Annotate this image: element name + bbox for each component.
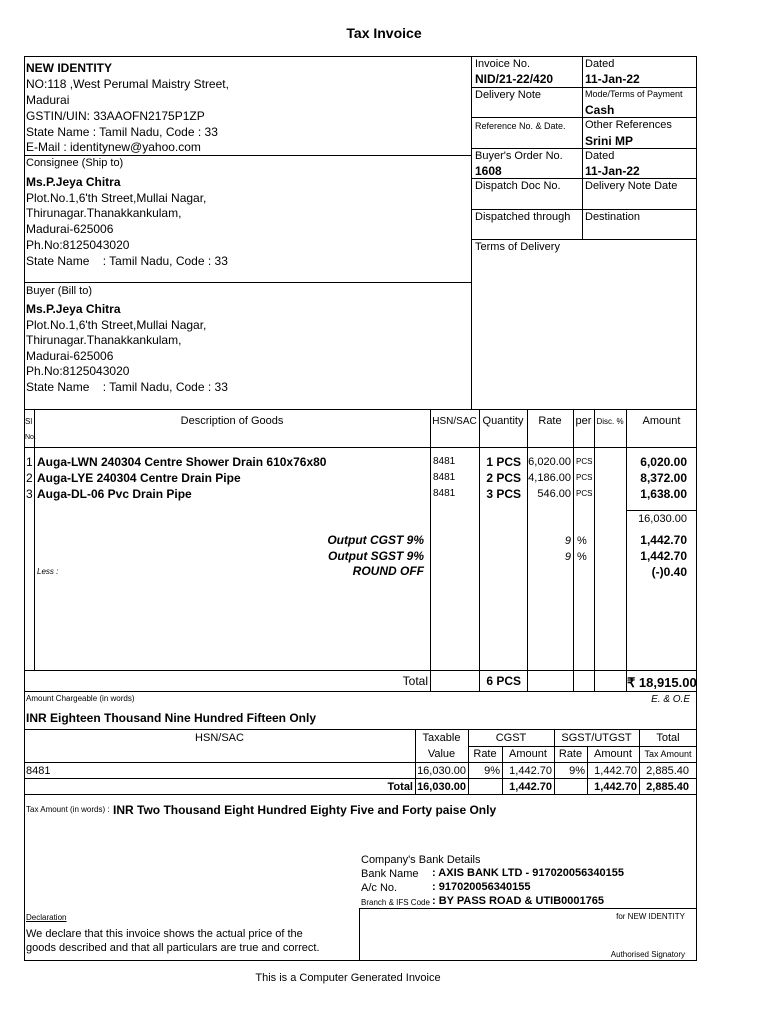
invoice-no-label: Invoice No. [475,58,531,70]
consignee-name: Ms.P.Jeya Chitra [26,175,121,189]
sgst-pct: % [577,551,587,563]
buyer-name: Ms.P.Jeya Chitra [26,302,121,316]
mode-label: Mode/Terms of Payment [585,89,683,99]
item-hsn: 8481 [433,472,456,483]
tax-total-amount: 2,885.40 [646,781,689,793]
sgst-amount-header: Amount [594,748,632,760]
seller-address: NO:118 ,West Perumal Maistry Street, [26,77,229,91]
branch-ifsc: : BY PASS ROAD & UTIB0001765 [432,895,604,907]
tax-total-label: Total [387,781,413,793]
value-header: Value [427,748,456,760]
item-rate: 4,186.00 [528,472,571,484]
total-label: Total [402,674,428,688]
item-description: Auga-LWN 240304 Centre Shower Drain 610x76x80 [37,455,327,469]
item-qty: 2 PCS [486,471,521,485]
consignee-phone: Ph.No:8125043020 [26,238,130,252]
sgst-header: SGST/UTGST [561,732,632,744]
tax-total-value: 16,030.00 [417,781,466,793]
consignee-address-3: Madurai-625006 [26,222,114,236]
buyer-address-2: Thirunagar.Thanakkankulam, [26,333,182,347]
item-per: PCS [576,473,593,482]
total-amount: ₹ 18,915.00 [627,675,697,690]
cgst-header: CGST [495,732,527,744]
item-hsn: 8481 [433,456,456,467]
seller-gstin: GSTIN/UIN: 33AAOFN2175P1ZP [26,109,205,123]
tax-row-value: 16,030.00 [417,765,466,777]
eoe-label: E. & O.E [651,694,690,705]
seller-email: E-Mail : identitynew@yahoo.com [26,140,201,154]
total-qty: 6 PCS [486,674,521,688]
per-header: per [575,415,592,427]
buyer-address-1: Plot.No.1,6'th Street,Mullai Nagar, [26,318,207,332]
item-per: PCS [576,457,593,466]
item-amount: 6,020.00 [640,455,687,469]
tax-row-sgst-rate: 9% [569,765,585,777]
tax-row-cgst-amount: 1,442.70 [509,765,552,777]
order-dated-label: Dated [585,150,615,162]
cgst-pct: % [577,535,587,547]
bank-heading: Company's Bank Details [361,854,481,866]
item-rate: 6,020.00 [528,456,571,468]
subtotal: 16,030.00 [638,513,687,525]
buyer-phone: Ph.No:8125043020 [26,364,130,378]
order-date: 11-Jan-22 [585,164,640,178]
declaration-line-2: goods described and that all particulars are true and correct. [26,942,320,954]
seller-name: NEW IDENTITY [26,61,112,75]
bank-name: : AXIS BANK LTD - 917020056340155 [432,867,624,879]
rate-header: Rate [538,415,562,427]
cgst-label: Output CGST 9% [327,533,424,547]
total-header: Total [656,732,680,744]
consignee-address-2: Thirunagar.Thanakkankulam, [26,206,182,220]
sl-no-header: No. [25,434,36,441]
item-rate: 546.00 [537,488,571,500]
sl-header: Sl [25,417,33,426]
invoice-no: NID/21-22/420 [475,72,554,86]
for-company: for NEW IDENTITY [616,912,685,921]
tax-row-total: 2,885.40 [646,765,689,777]
item-qty: 3 PCS [486,487,521,501]
order-no-label: Buyer's Order No. [475,150,563,162]
reference-label: Reference No. & Date. [475,121,566,131]
tax-words-text: INR Two Thousand Eight Hundred Eighty Five and Forty paise Only [113,803,497,817]
declaration-line-1: We declare that this invoice shows the actual price of the [26,928,303,940]
footer-note: This is a Computer Generated Invoice [255,972,441,984]
buyer-state: State Name : Tamil Nadu, Code : 33 [26,380,228,394]
other-ref-label: Other References [585,119,672,131]
terms-label: Terms of Delivery [475,241,560,253]
taxable-header: Taxable [422,732,461,744]
item-description: Auga-LYE 240304 Centre Drain Pipe [37,471,241,485]
delivery-note-date-label: Delivery Note Date [585,180,678,192]
quantity-header: Quantity [482,415,524,427]
tax-total-sgst: 1,442.70 [594,781,637,793]
amount-header: Amount [642,415,681,427]
amount-words-label: Amount Chargeable (in words) [26,694,135,703]
less-label: Less : [37,567,59,576]
seller-state: State Name : Tamil Nadu, Code : 33 [26,125,218,139]
sgst-label: Output SGST 9% [328,549,424,563]
tax-total-cgst: 1,442.70 [509,781,552,793]
buyer-heading: Buyer (Bill to) [26,285,93,297]
account-label: A/c No. [361,882,398,894]
consignee-state: State Name : Tamil Nadu, Code : 33 [26,254,228,268]
invoice-date: 11-Jan-22 [585,72,640,86]
hsn-header: HSN/SAC [432,416,477,427]
round-off-label: ROUND OFF [352,564,424,578]
dispatch-doc-label: Dispatch Doc No. [475,180,561,192]
tax-row-sgst-amount: 1,442.70 [594,765,637,777]
destination-label: Destination [585,211,641,223]
item-hsn: 8481 [433,488,456,499]
other-ref: Srini MP [585,134,634,148]
amount-words-text: INR Eighteen Thousand Nine Hundred Fifteen Only [26,711,317,725]
cgst-amount: 1,442.70 [640,533,687,547]
payment-mode: Cash [585,103,615,117]
item-sl: 2 [26,471,33,485]
item-per: PCS [576,489,593,498]
item-description: Auga-DL-06 Pvc Drain Pipe [37,487,192,501]
dispatched-through-label: Dispatched through [475,211,571,223]
order-no: 1608 [475,164,502,178]
declaration-label: Declaration [26,913,67,922]
item-sl: 3 [26,487,33,501]
buyer-address-3: Madurai-625006 [26,349,114,363]
authorised-signatory: Authorised Signatory [610,950,685,959]
sgst-amount: 1,442.70 [640,549,687,563]
item-amount: 8,372.00 [640,471,687,485]
seller-city: Madurai [26,93,70,107]
sgst-rate-header: Rate [558,748,583,760]
tax-row-hsn: 8481 [26,765,51,777]
account-number: : 917020056340155 [432,881,531,893]
item-sl: 1 [26,455,33,469]
page-title: Tax Invoice [346,25,422,41]
tax-row-cgst-rate: 9% [484,765,500,777]
sgst-rate: 9 [564,551,571,563]
tax-amount-header: Tax Amount [644,749,692,759]
bank-name-label: Bank Name [361,868,419,880]
cgst-amount-header: Amount [509,748,547,760]
item-amount: 1,638.00 [640,487,687,501]
tax-hsn-header: HSN/SAC [195,732,244,744]
disc-header: Disc. % [596,417,624,426]
description-header: Description of Goods [180,415,284,427]
consignee-heading: Consignee (Ship to) [26,157,124,169]
dated-label: Dated [585,58,615,70]
cgst-rate-header: Rate [473,748,497,760]
consignee-address-1: Plot.No.1,6'th Street,Mullai Nagar, [26,191,207,205]
branch-label: Branch & IFS Code [361,898,430,907]
item-qty: 1 PCS [486,455,521,469]
cgst-rate: 9 [564,535,571,547]
delivery-note-label: Delivery Note [475,89,542,101]
round-off-amount: (-)0.40 [651,565,687,579]
tax-words-label: Tax Amount (in words) : [26,805,110,814]
